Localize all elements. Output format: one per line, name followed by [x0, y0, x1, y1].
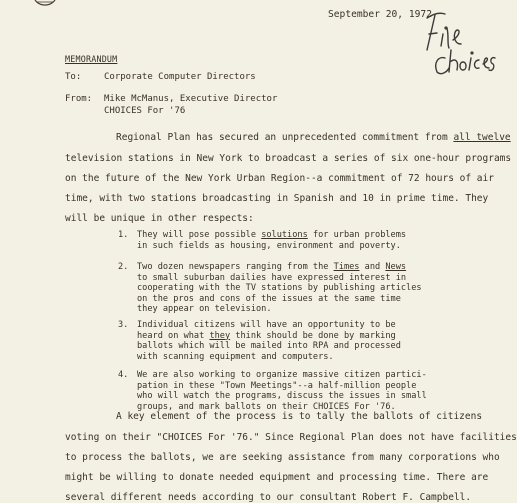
list-item-line: [137, 230, 406, 240]
list-item-text: to small suburban dailies have expressed interest in: [137, 272, 407, 283]
list-item-line: [137, 304, 272, 314]
list-item-text: in such fields as housing, environment and poverty.: [137, 240, 401, 251]
list-item-text: cooperating with the TV stations by publishing articles: [137, 283, 422, 294]
intro-line: television stations in New York to broadcast a series of six one-hour programs: [65, 153, 512, 164]
list-item-line: [137, 273, 406, 283]
list-item-line: [137, 320, 396, 330]
intro-line: will be unique in other respects:: [65, 213, 254, 224]
underlined-word: News: [385, 262, 407, 272]
list-item-text: groups, and mark ballots on their CHOICES For '76.: [137, 401, 396, 412]
list-item-text: who will watch the programs, discuss the issues in small: [137, 391, 427, 402]
closing-line: might be willing to donate needed equipment and processing time. There are: [65, 472, 489, 483]
underlined-word: solutions: [261, 230, 308, 240]
from-label: From:: [65, 94, 93, 104]
closing-line: to process the ballots, we are seeking assistance from many corporations who: [65, 452, 500, 463]
list-item-line: [137, 262, 406, 272]
handwritten-file-note: [413, 6, 495, 84]
list-item-line: [137, 391, 427, 401]
closing-line: voting on their "CHOICES For '76." Since Regional Plan does not have facilities: [65, 432, 517, 443]
list-item-line: [137, 341, 401, 351]
closing-line: A key element of the process is to tally the ballots of citizens: [116, 411, 483, 422]
underlined-word: they: [209, 330, 231, 341]
letterhead-logo: [30, 0, 60, 10]
list-item-text: Individual citizens will have an opportunity to be: [137, 320, 396, 330]
to-label: To:: [65, 72, 82, 82]
list-item-text: ballots which will be mailed into RPA and processed: [137, 341, 401, 352]
memo-title: MEMORANDUM: [65, 54, 118, 64]
from-row: [65, 94, 278, 104]
list-item-text: They will pose possible: [137, 230, 262, 240]
list-item-text: Two dozen newspapers ranging from the: [137, 262, 334, 272]
from-value: Mike McManus, Executive Director: [104, 94, 278, 104]
list-item-line: [137, 331, 396, 341]
to-row: [65, 72, 256, 82]
closing-line: several different needs according to our consultant Robert F. Campbell.: [65, 492, 472, 503]
intro-line: time, with two stations broadcasting in Spanish and 10 in prime time. They: [65, 193, 489, 204]
list-item-line: [137, 370, 427, 380]
list-item-text: think should be done by marking: [230, 330, 396, 341]
from-value-line2: CHOICES For '76: [104, 106, 186, 116]
list-item-line: [137, 352, 334, 362]
list-item-text: on the pros and cons of the issues at the same time: [137, 293, 401, 304]
intro-line: [116, 132, 511, 143]
list-item-line: [137, 381, 416, 391]
list-item-number: 3.: [118, 320, 129, 330]
list-item-text: pation in these "Town Meetings"--a half-million people: [137, 380, 417, 391]
list-item-text: We are also working to organize massive citizen partici-: [137, 370, 427, 380]
list-item-text: heard on what: [137, 330, 210, 341]
to-value: Corporate Computer Directors: [104, 72, 256, 82]
list-item-number: 4.: [118, 370, 129, 380]
intro-line: on the future of the New York Urban Region--a commitment of 72 hours of air: [65, 173, 494, 184]
list-item-text: and: [359, 262, 386, 272]
list-item-line: [137, 283, 422, 293]
memo-date: September 20, 1972: [328, 9, 432, 20]
list-item-number: 2.: [118, 262, 129, 272]
list-item-text: with scanning equipment and computers.: [137, 351, 334, 362]
underlined-word: Times: [333, 262, 360, 272]
list-item-number: 1.: [118, 230, 129, 240]
list-item-text: they appear on television.: [137, 304, 272, 315]
list-item-line: [137, 294, 401, 304]
intro-text: Regional Plan has secured an unprecedented commitment from: [116, 132, 454, 143]
list-item-line: [137, 241, 401, 251]
list-item-text: for urban problems: [307, 230, 407, 240]
intro-underlined: all twelve: [453, 132, 511, 143]
